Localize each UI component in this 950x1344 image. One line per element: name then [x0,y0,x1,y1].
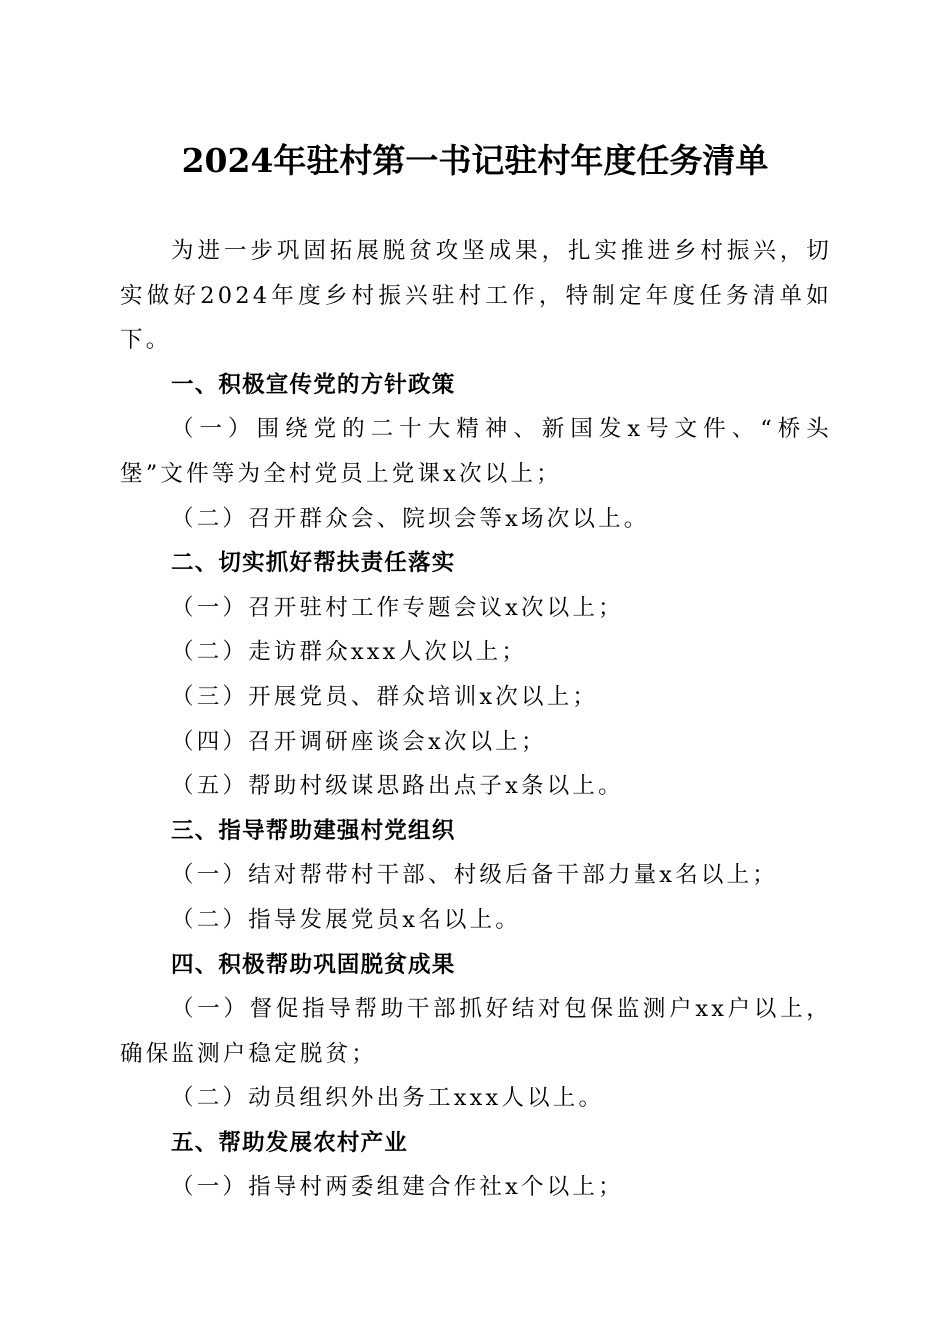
section-heading-3: 三、指导帮助建强村党组织 [171,817,456,844]
document-body [120,229,832,1210]
section-heading-5: 五、帮助发展农村产业 [171,1129,409,1156]
section-2-item-2: （二）走访群众xxx人次以上； [171,639,528,666]
section-2-item-1: （一）召开驻村工作专题会议x次以上； [171,594,624,621]
section-2-item-3: （三）开展党员、群众培训x次以上； [171,683,599,710]
section-3-item-1: （一）结对帮带村干部、村级后备干部力量x名以上； [171,862,778,889]
section-1-item-1: （一）围绕党的二十大精神、新国发x号文件、“桥头堡”文件等为全村党员上党课x次以上； [120,416,832,487]
section-heading-1: 一、积极宣传党的方针政策 [171,371,456,398]
section-1-item-2: （二）召开群众会、院坝会等x场次以上。 [171,505,650,532]
section-4-item-2: （二）动员组织外出务工xxx人以上。 [171,1085,605,1112]
section-2-item-4: （四）召开调研座谈会x次以上； [171,728,547,755]
section-4-item-1: （一）督促指导帮助干部抓好结对包保监测户xx户以上，确保监测户稳定脱贫； [120,996,832,1067]
section-heading-2: 二、切实抓好帮扶责任落实 [171,550,456,577]
section-5-item-1: （一）指导村两委组建合作社x个以上； [171,1174,624,1201]
section-heading-4: 四、积极帮助巩固脱贫成果 [171,951,456,978]
section-3-item-2: （二）指导发展党员x名以上。 [171,906,521,933]
document-title: 2024年驻村第一书记驻村年度任务清单 [181,141,769,180]
section-2-item-5: （五）帮助村级谋思路出点子x条以上。 [171,773,624,800]
intro-paragraph: 为进一步巩固拓展脱贫攻坚成果，扎实推进乡村振兴，切实做好2024年度乡村振兴驻村工作，特制定年度任务清单如下。 [120,238,832,354]
